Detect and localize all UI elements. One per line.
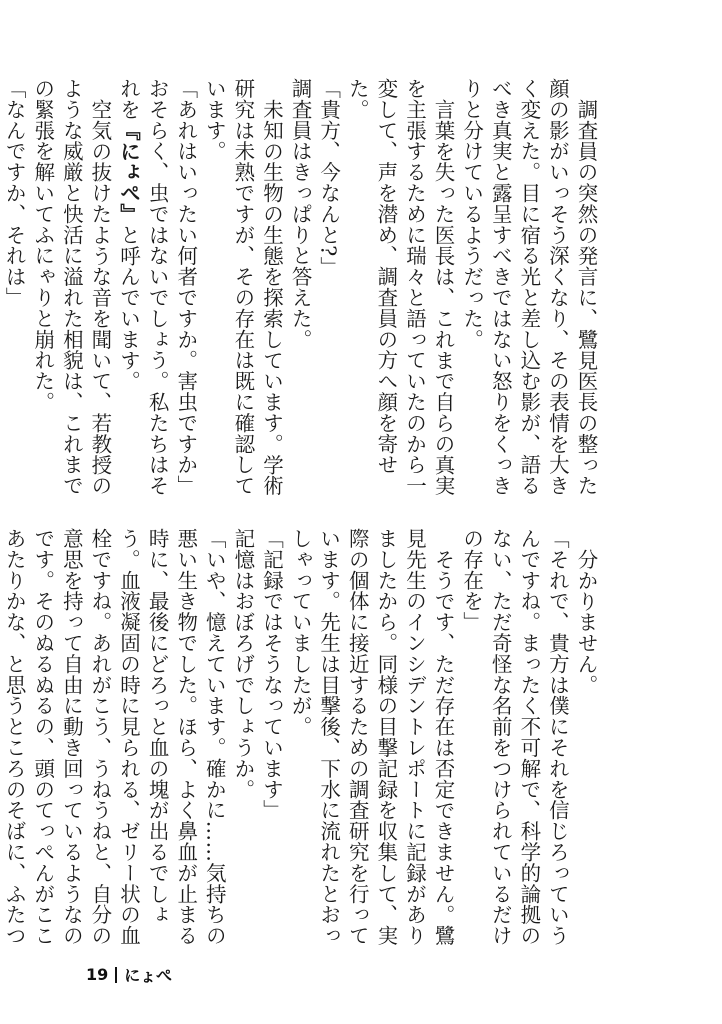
lower-text-column: [2, 528, 600, 960]
paragraph: 「あれはいったい何者ですか。害虫ですか」: [173, 78, 198, 496]
paragraph: 「貴方、今なんと?」: [316, 78, 341, 278]
paragraph: [114, 78, 171, 508]
paragraph: 調査員はきっぱりと答えた。: [288, 78, 313, 350]
creature-name-logo: 『にょぺ』: [116, 119, 141, 225]
paragraph: 未知の生物の生態を探索しています。学術研究は未熟ですが、その存在は既に確認しています。: [202, 78, 284, 496]
paragraph: 空気の抜けたような音を聞いて、若教授のような威厳と快活に溢れた相貌は、これまでの緊張を解いてふにゃりと崩れた。: [30, 78, 112, 496]
paragraph: 「記録ではそうなっています」: [259, 528, 284, 821]
book-title: にょぺ: [124, 966, 172, 985]
upper-text-column: [2, 78, 600, 508]
paragraph: 分かりません。: [574, 548, 598, 695]
paragraph-text: と呼んでいます。: [116, 224, 141, 392]
page-footer: [86, 963, 172, 986]
paragraph: 言葉を失った医長は、これまで自らの真実を主張するために瑞々と語っていたのから一変して、声を潜め、調査員の方へ顔を寄せた。: [345, 78, 456, 496]
footer-divider: [115, 967, 117, 983]
paragraph: 「それで、貴方は僕にそれを信じろっていうんですね。まったく不可解で、科学的論拠のない、ただ奇怪な名前をつけられているだけの存在を」: [459, 528, 570, 946]
paragraph: 調査員の突然の発言に、鷺見医長の整った顔の影がいっそう深くなり、その表情を大きく変えた。目に宿る光と差し込む影が、語るべき真実と露呈すべきではない怒りをくっきりと分けているようだった。: [459, 78, 598, 496]
page-number: 19: [86, 965, 109, 984]
paragraph: 「いや、憶えています。確かに……気持ちの悪い生き物でした。ほら、よく鼻血が止まる時に、最後にどろっと血の塊が出るでしょう。血液凝固の時に見られる、ゼリー状の血栓ですね。あれがこう、うねうねと、自分の意思を持って自由に動き回っているようなのです。そのぬるぬるの、頭のてっぺんがここあたりかな、と思うところのそばに、ふたつ: [2, 528, 227, 946]
paragraph: そうです、ただ存在は否定できません。鷺見先生のインシデントレポートに記録がありましたから。同様の目撃記録を収集して、実際の個体に接近するための調査研究を行っています。先生は目撃後、下水に流れたとおっしゃっていましたが。: [288, 528, 456, 946]
paragraph: 記憶はおぼろげでしょうか。: [230, 528, 255, 800]
paragraph: 「なんですか、それは」: [2, 78, 27, 308]
paragraph-text: おそらく、虫ではないでしょう。私たちはそれを: [116, 78, 170, 496]
